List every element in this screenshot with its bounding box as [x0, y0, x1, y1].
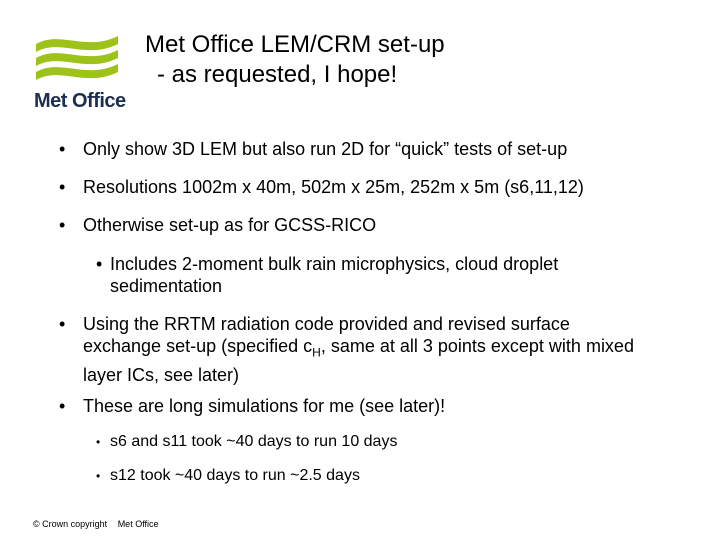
bullet-icon: • — [96, 254, 103, 274]
bullet-text: These are long simulations for me (see later)! — [83, 396, 446, 416]
bullet-text: s6 and s11 took ~40 days to run 10 days — [110, 433, 398, 450]
bullet-icon: • — [96, 469, 101, 483]
bullet-item — [59, 214, 377, 236]
bullet-icon: • — [59, 396, 66, 416]
bullet-item — [59, 313, 648, 386]
footer — [33, 519, 167, 529]
bullet-icon: • — [59, 177, 66, 197]
footer-org: Met Office — [117, 519, 159, 529]
sub-bullet-item — [96, 253, 630, 297]
bullet-item — [59, 138, 568, 160]
bullet-icon: • — [59, 139, 66, 159]
title-line-1: Met Office LEM/CRM set-up — [145, 31, 445, 58]
title-line-2: - as requested, I hope! — [157, 61, 398, 88]
bullet-text: Otherwise set-up as for GCSS-RICO — [83, 215, 377, 235]
bullet-text: Includes 2-moment bulk rain microphysics, cloud droplet sedimentation — [110, 254, 559, 296]
bullet-text: s12 took ~40 days to run ~2.5 days — [110, 467, 360, 484]
sub-bullet-item — [96, 466, 360, 486]
bullet-text-rrtm: Using the RRTM radiation code provided and revised surface exchange set-up (specified $c_H$, same at all 3 points except with mixed layer ICs, see later) — [83, 314, 634, 385]
bullet-icon: • — [96, 435, 101, 449]
logo-text: Met Office — [34, 90, 126, 112]
footer-copyright: © Crown copyright — [33, 519, 108, 529]
sub-bullet-item — [96, 432, 398, 452]
bullet-text: Resolutions 1002m x 40m, 502m x 25m, 252m x 5m (s6,11,12) — [83, 177, 584, 197]
met-office-logo — [30, 30, 130, 120]
bullet-item — [59, 395, 446, 417]
logo-swoosh-icon — [30, 30, 122, 90]
bullet-icon: • — [59, 314, 66, 334]
slide-title — [145, 30, 445, 90]
bullet-icon: • — [59, 215, 66, 235]
bullet-text: Only show 3D LEM but also run 2D for “quick” tests of set-up — [83, 139, 568, 159]
bullet-item — [59, 176, 584, 198]
